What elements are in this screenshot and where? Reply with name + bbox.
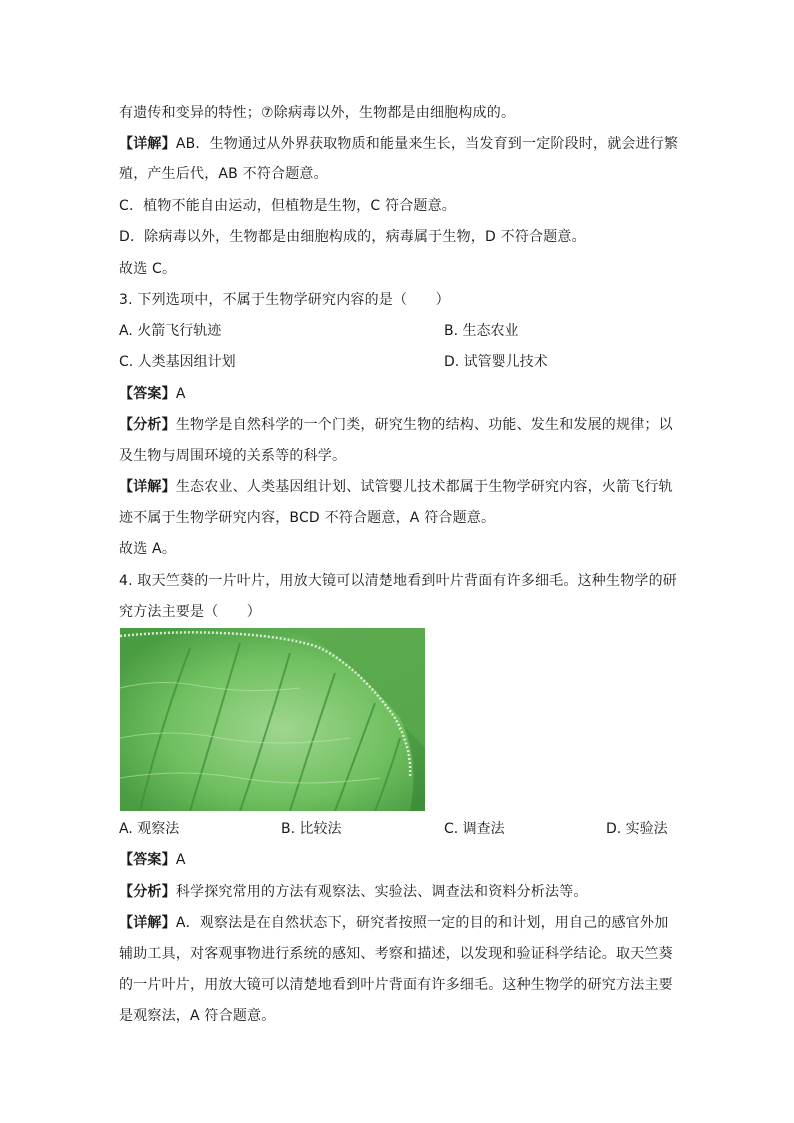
answer-tag: 【答案】: [119, 852, 176, 868]
question-3-stem: 3. 下列选项中，不属于生物学研究内容的是（ ）: [119, 292, 450, 308]
q4-option-d: D. 实验法: [606, 821, 668, 837]
q4-detail: [119, 913, 668, 933]
q4-option-c: C. 调查法: [444, 821, 505, 837]
conclusion-text: 故选 C。: [119, 261, 177, 277]
q4-option-b: B. 比较法: [281, 821, 342, 837]
detail-text: AB．生物通过从外界获取物质和能量来生长，当发育到一定阶段时，就会进行繁: [175, 136, 679, 152]
text-line: 有遗传和变异的特性；⑦除病毒以外，生物都是由细胞构成的。: [119, 105, 516, 121]
answer-tag: 【答案】: [119, 386, 176, 402]
leaf-image: [120, 628, 425, 811]
q3-option-b: B. 生态农业: [444, 323, 519, 339]
analysis-tag: 【分析】: [119, 417, 176, 433]
leaf-photo: [120, 628, 425, 811]
q4-answer: [119, 850, 186, 870]
q4-option-a: A. 观察法: [119, 821, 180, 837]
text-line: 辅助工具，对客观事物进行系统的感知、考察和描述，以发现和验证科学结论。取天竺葵: [119, 946, 673, 962]
answer-value: A: [175, 386, 186, 402]
q3-answer: [119, 384, 186, 404]
q4-analysis: [119, 882, 588, 902]
detail-tag: 【详解】: [119, 479, 176, 495]
answer-value: A: [175, 852, 186, 868]
q3-detail: [119, 477, 673, 497]
detail-text: 生态农业、人类基因组计划、试管婴儿技术都属于生物学研究内容，火箭飞行轨: [175, 479, 673, 495]
analysis-text: 生物学是自然科学的一个门类，研究生物的结构、功能、发生和发展的规律；以: [175, 417, 673, 433]
q3-option-c: C. 人类基因组计划: [119, 354, 236, 370]
detail-paragraph: [119, 134, 678, 154]
conclusion-text: 故选 A。: [119, 541, 177, 557]
text-line: D．除病毒以外，生物都是由细胞构成的，病毒属于生物，D 不符合题意。: [119, 229, 586, 245]
text-line: 是观察法，A 符合题意。: [119, 1008, 276, 1024]
analysis-tag: 【分析】: [119, 884, 176, 900]
text-line: 及生物与周围环境的关系等的科学。: [119, 448, 347, 464]
analysis-text: 科学探究常用的方法有观察法、实验法、调查法和资料分析法等。: [175, 884, 588, 900]
text-line: 究方法主要是（ ）: [119, 604, 261, 620]
text-line: 的一片叶片，用放大镜可以清楚地看到叶片背面有许多细毛。这种生物学的研究方法主要: [119, 977, 673, 993]
text-line: 殖，产生后代，AB 不符合题意。: [119, 166, 328, 182]
detail-tag: 【详解】: [119, 915, 176, 931]
q3-analysis: [119, 415, 673, 435]
detail-text: A．观察法是在自然状态下，研究者按照一定的目的和计划，用自己的感官外加: [175, 915, 669, 931]
text-line: C．植物不能自由运动，但植物是生物，C 符合题意。: [119, 198, 456, 214]
detail-tag: 【详解】: [119, 136, 176, 152]
question-4-stem: 4. 取天竺葵的一片叶片，用放大镜可以清楚地看到叶片背面有许多细毛。这种生物学的研: [119, 573, 678, 589]
text-line: 迹不属于生物学研究内容，BCD 不符合题意，A 符合题意。: [119, 510, 496, 526]
q3-option-a: A. 火箭飞行轨迹: [119, 323, 222, 339]
q3-option-d: D. 试管婴儿技术: [444, 354, 548, 370]
